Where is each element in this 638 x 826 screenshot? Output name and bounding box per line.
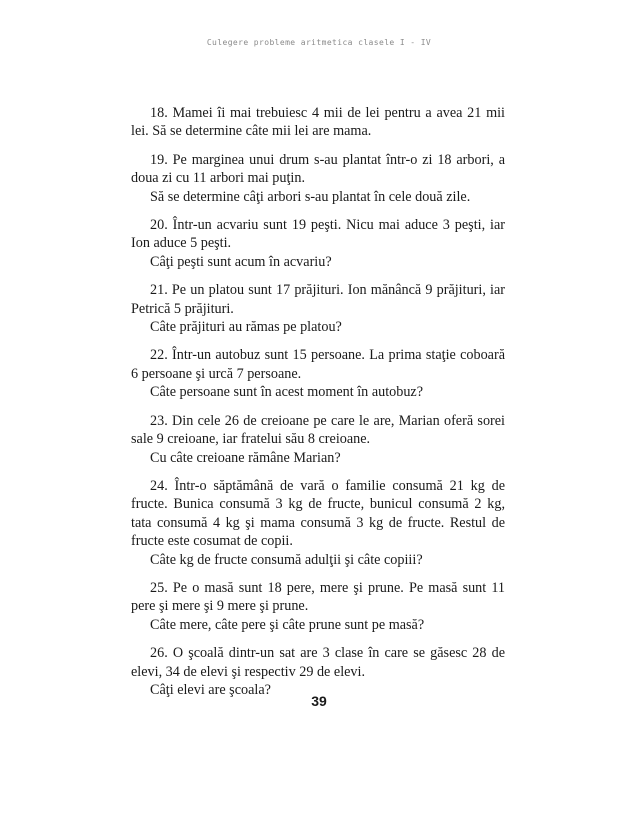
problem-question: Câţi elevi are şcoala? [150,681,271,698]
problem-paragraph: Într-un acvariu sunt 19 peşti. Nicu mai aduce 3 peşti, iar Ion aduce 5 peşti. [131,217,506,252]
problem-text [131,104,505,141]
problem-24 [131,477,505,569]
problem-20 [131,216,505,271]
problem-number: 26. [150,645,168,662]
problem-question: Câte mere, câte pere şi câte prune sunt pe masă? [150,616,425,633]
problem-paragraph: Pe un platou sunt 17 prăjituri. Ion mănâncă 9 prăjituri, iar Petrică 5 prăjituri. [131,282,505,317]
problem-text [131,151,505,188]
problem-21 [131,281,505,336]
problem-paragraph: Într-un autobuz sunt 15 persoane. La prima staţie coboară 6 persoane şi urcă 7 persoane. [131,347,505,382]
problem-18 [131,104,505,141]
problem-paragraph: Într-o săptămână de vară o familie consumă 21 kg de fructe. Bunica consumă 3 kg de fructe, bunicul consumă 2 kg, tata consumă 4 kg şi mama consumă 3 kg de fructe. Restul de fructe este cosumat de copii. [131,477,505,550]
problem-text [131,216,505,253]
problem-number: 24. [150,477,168,494]
problem-number: 19. [150,151,168,168]
problem-text [131,412,505,449]
problem-question: Câte persoane sunt în acest moment în autobuz? [150,384,424,401]
problem-paragraph: Pe o masă sunt 18 pere, mere şi prune. Pe masă sunt 11 pere şi mere şi 9 mere şi prune. [131,579,506,615]
page-header: Culegere probleme aritmetica clasele I - IV [206,38,432,47]
problem-number: 21. [150,282,168,299]
problem-number: 22. [150,347,168,364]
page-number: 39 [311,693,327,709]
problem-text [131,579,505,616]
problem-number: 20. [150,217,168,234]
problem-number: 25. [150,579,168,596]
problem-23 [131,412,505,467]
problem-number: 23. [150,412,168,429]
problem-26 [131,644,505,699]
problem-list [131,104,505,709]
problem-22 [131,346,505,401]
problem-question: Câţi peşti sunt acum în acvariu? [150,253,332,270]
problem-paragraph: Din cele 26 de creioane pe care le are, Marian oferă sorei sale 9 creioane, iar fratelui său 8 creioane. [131,412,506,448]
problem-text [131,477,505,551]
problem-question: Cu câte creioane rămâne Marian? [150,449,341,466]
problem-text [131,346,505,383]
problem-question: Să se determine câţi arbori s-au plantat în cele două zile. [150,188,471,205]
problem-paragraph: Mamei îi mai trebuiesc 4 mii de lei pentru a avea 21 mii lei. Să se determine câte mii lei are mama. [131,105,505,140]
problem-text [131,644,505,681]
problem-question: Câte prăjituri au rămas pe platou? [150,319,342,336]
problem-text [131,281,505,318]
problem-19 [131,151,505,206]
problem-25 [131,579,505,634]
problem-paragraph: Pe marginea unui drum s-au plantat într-o zi 18 arbori, a doua zi cu 11 arbori mai puţin. [131,151,505,187]
problem-paragraph: O şcoală dintr-un sat are 3 clase în care se găsesc 28 de elevi, 34 de elevi şi respectiv 29 de elevi. [131,645,505,680]
problem-question: Câte kg de fructe consumă adulţii şi câte copiii? [150,551,423,568]
problem-number: 18. [150,105,168,121]
